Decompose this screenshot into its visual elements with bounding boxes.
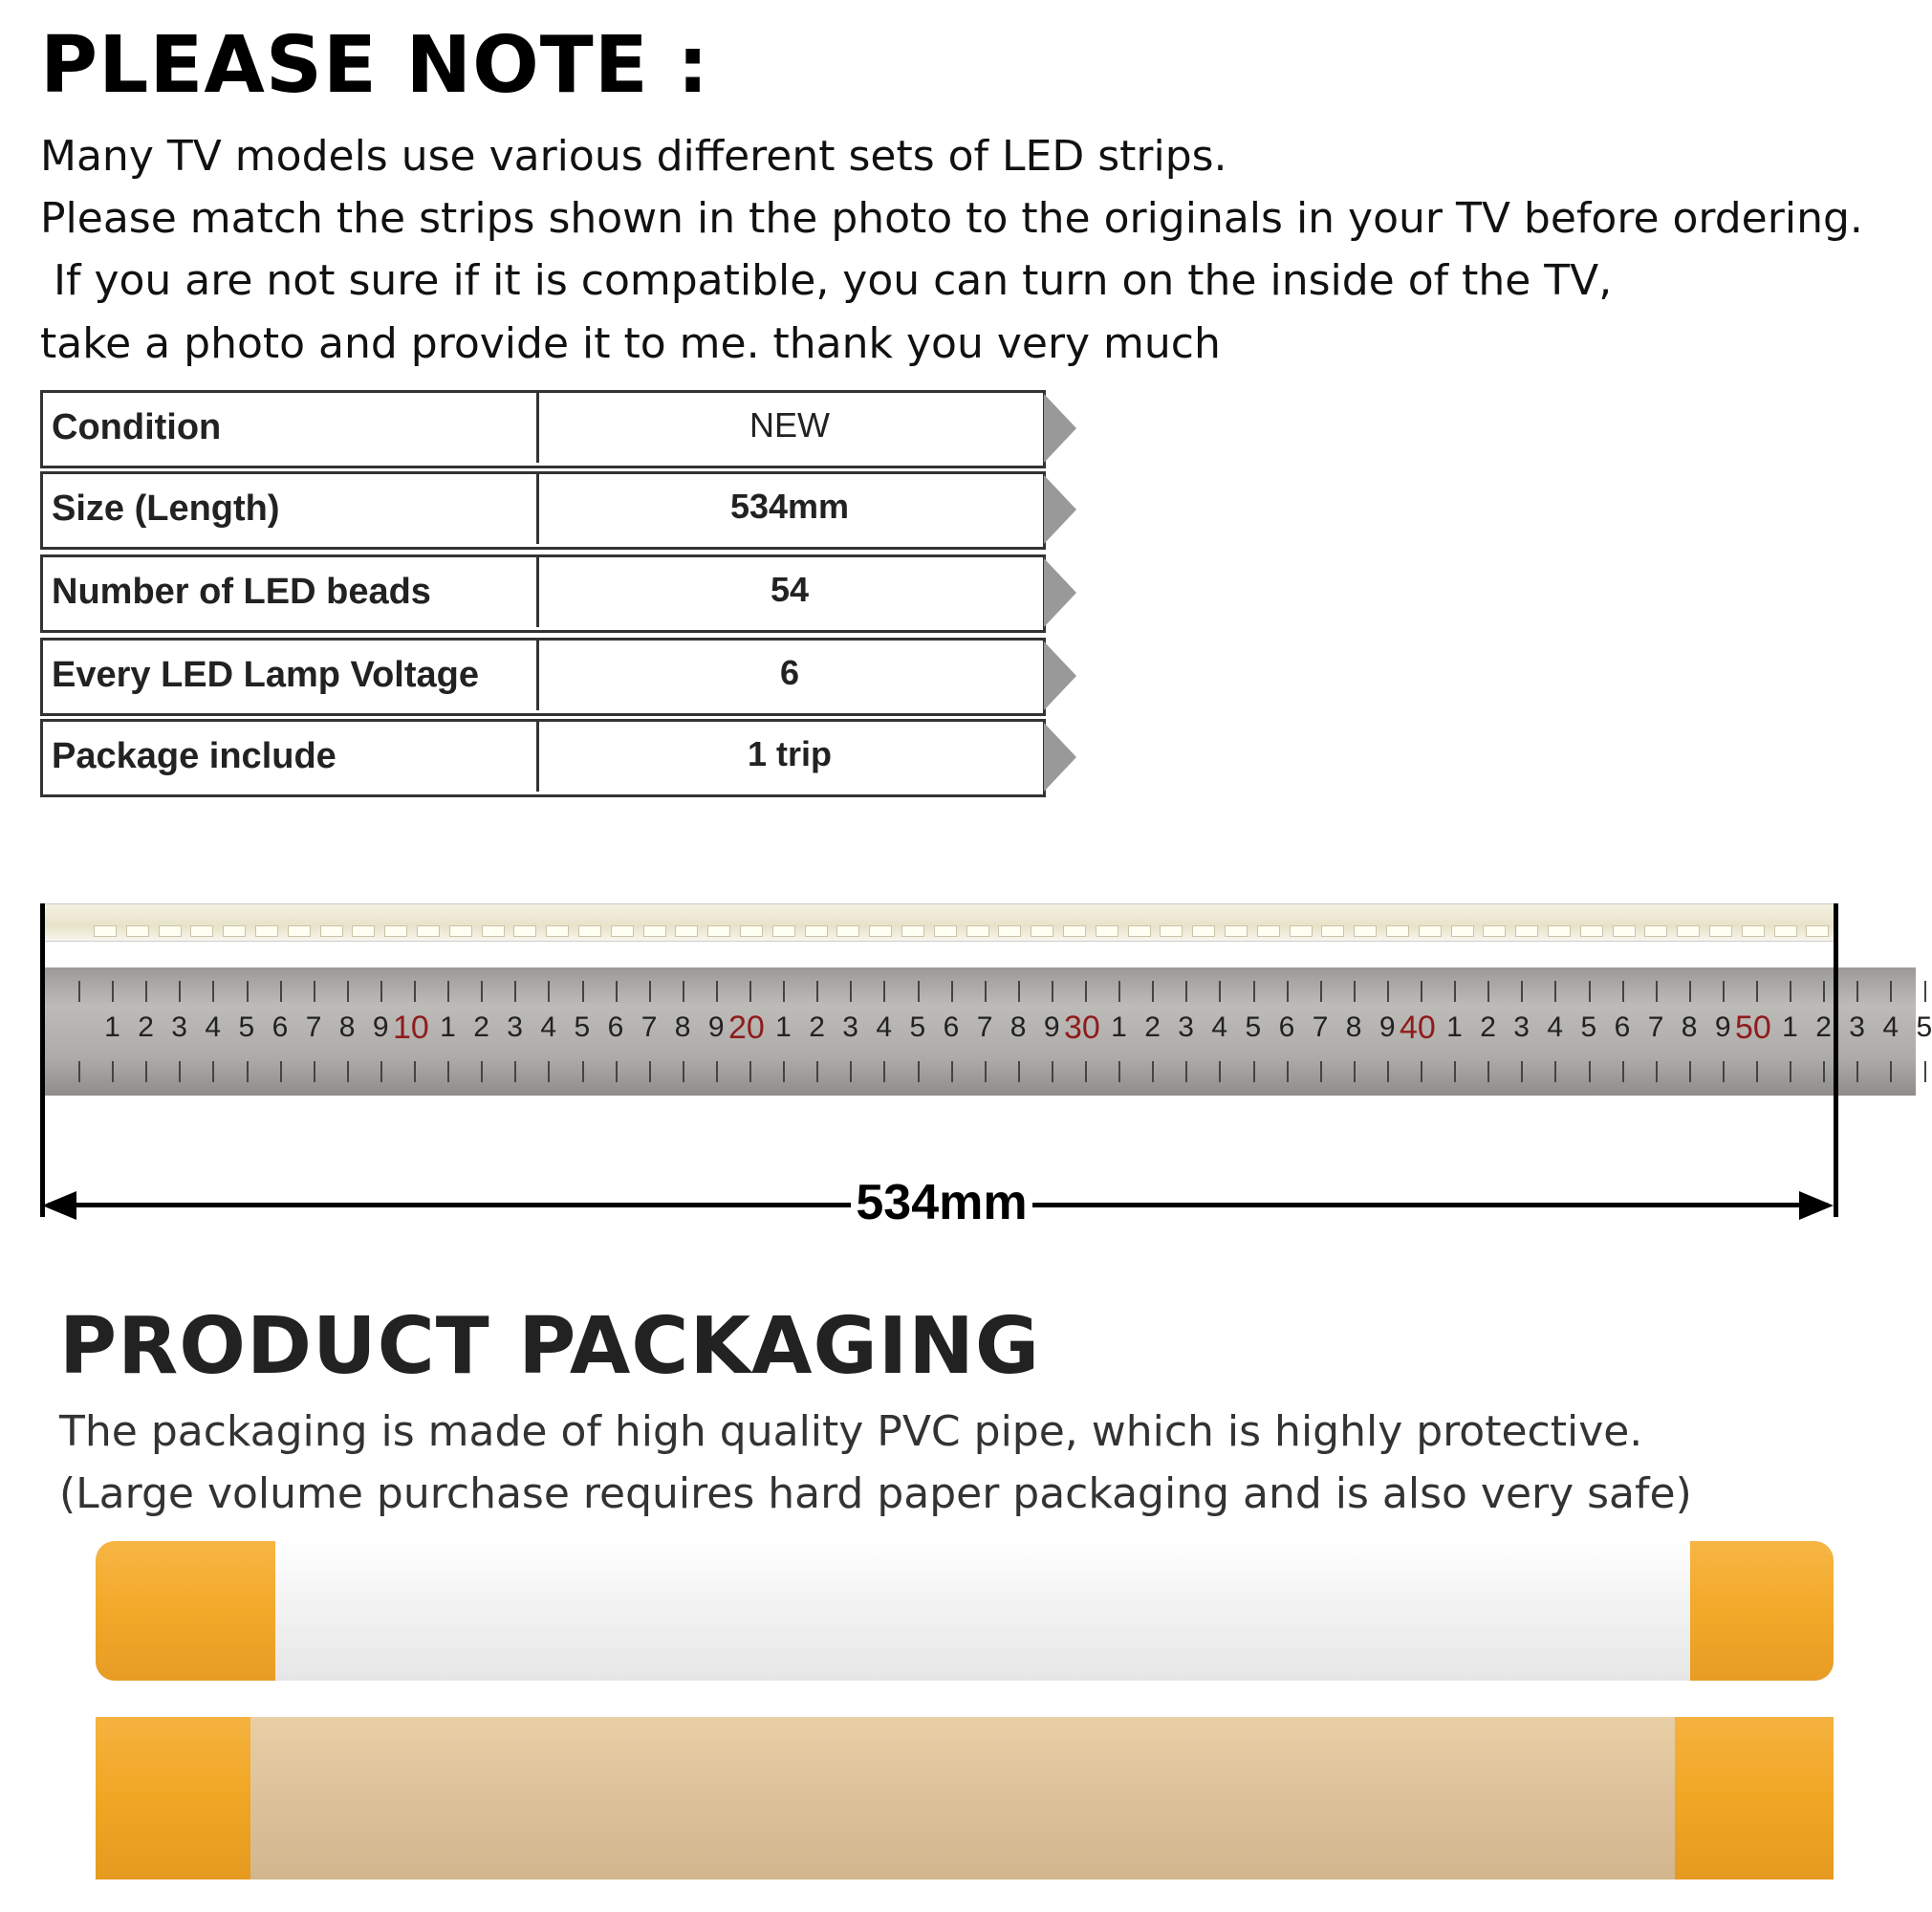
- ruler-number: 2: [1815, 1011, 1832, 1043]
- ruler-tick: [414, 1061, 416, 1082]
- led-bead: [934, 925, 957, 937]
- led-bead: [1742, 925, 1765, 937]
- ruler-tick: [1085, 981, 1087, 1002]
- ruler-number: 5: [1245, 1011, 1262, 1043]
- box-tape-left: [96, 1717, 250, 1879]
- ruler-number: 3: [1178, 1011, 1194, 1043]
- led-bead: [1225, 925, 1248, 937]
- ruler-tick: [918, 981, 920, 1002]
- ruler-tick: [1118, 981, 1120, 1002]
- tube-tape-right: [1690, 1541, 1834, 1681]
- arrow-right-icon: [1044, 394, 1076, 463]
- ruler-tick: [548, 1061, 550, 1082]
- ruler-tick: [1052, 1061, 1053, 1082]
- ruler-number: 1: [1111, 1011, 1127, 1043]
- ruler-tick: [1152, 1061, 1154, 1082]
- ruler-tick: [145, 1061, 147, 1082]
- led-bead: [869, 925, 892, 937]
- ruler-tick: [649, 981, 651, 1002]
- ruler-tick: [1890, 1061, 1892, 1082]
- ruler-tick: [1656, 1061, 1658, 1082]
- led-bead: [190, 925, 213, 937]
- ruler-number: 7: [1647, 1011, 1664, 1043]
- ruler-tick: [447, 1061, 449, 1082]
- ruler-tick: [1018, 981, 1020, 1002]
- ruler-number: 8: [1009, 1011, 1027, 1043]
- packaging-heading: PRODUCT PACKAGING: [59, 1301, 1041, 1392]
- led-bead: [1031, 925, 1053, 937]
- spec-value: NEW: [749, 405, 830, 445]
- ruler-number: 9: [1043, 1011, 1060, 1043]
- ruler-number: 7: [305, 1011, 322, 1043]
- ruler-number: 2: [1480, 1011, 1496, 1043]
- led-bead: [1613, 925, 1636, 937]
- led-strip-photo: [42, 903, 1834, 942]
- ruler-tick: [1723, 1061, 1725, 1082]
- ruler-tick: [1085, 1061, 1087, 1082]
- spec-label: Condition: [52, 407, 222, 447]
- ruler-number: 4: [205, 1011, 222, 1043]
- led-bead: [966, 925, 989, 937]
- ruler-tick: [1924, 981, 1926, 1002]
- ruler-tick: [1723, 981, 1725, 1002]
- led-bead: [1548, 925, 1571, 937]
- led-bead: [1677, 925, 1700, 937]
- arrow-right-icon: [1797, 1189, 1835, 1222]
- led-bead: [1483, 925, 1506, 937]
- ruler-number: 1: [1446, 1011, 1463, 1043]
- led-bead: [805, 925, 828, 937]
- arrow-right-icon: [1044, 475, 1076, 544]
- ruler-number: 4: [1547, 1011, 1564, 1043]
- ruler-tick: [985, 981, 987, 1002]
- ruler-tick: [78, 1061, 80, 1082]
- ruler-number: 7: [640, 1011, 658, 1043]
- led-bead: [611, 925, 634, 937]
- led-bead: [482, 925, 505, 937]
- ruler-number: 7: [1312, 1011, 1329, 1043]
- ruler-tick: [78, 981, 80, 1002]
- led-bead: [417, 925, 440, 937]
- ruler-tick: [112, 1061, 114, 1082]
- ruler-tick: [1890, 981, 1892, 1002]
- ruler-number: 8: [1681, 1011, 1698, 1043]
- ruler-tick: [1554, 981, 1556, 1002]
- ruler-tick: [247, 1061, 249, 1082]
- led-bead: [1354, 925, 1377, 937]
- ruler-number: 5: [1580, 1011, 1597, 1043]
- ruler-tick: [1589, 1061, 1591, 1082]
- ruler-tick: [1219, 1061, 1221, 1082]
- ruler-number: 3: [1513, 1011, 1530, 1043]
- ruler-tick: [918, 1061, 920, 1082]
- led-bead: [1192, 925, 1215, 937]
- ruler-number: 3: [507, 1011, 523, 1043]
- ruler-tick: [749, 981, 751, 1002]
- led-bead: [1774, 925, 1797, 937]
- ruler-number: 2: [138, 1011, 154, 1043]
- led-bead: [126, 925, 149, 937]
- ruler-number: 1: [440, 1011, 456, 1043]
- led-bead: [578, 925, 601, 937]
- led-bead: [1063, 925, 1086, 937]
- led-bead: [223, 925, 246, 937]
- ruler-tick: [985, 1061, 987, 1082]
- ruler-number: 3: [842, 1011, 858, 1043]
- led-bead: [1451, 925, 1474, 937]
- led-bead: [320, 925, 343, 937]
- dimension-left-edge: [40, 903, 45, 1217]
- ruler-number: 30: [1064, 1010, 1100, 1046]
- ruler-tick: [783, 981, 785, 1002]
- ruler-tick: [514, 981, 516, 1002]
- ruler-number: 20: [728, 1010, 765, 1046]
- ruler-tick: [1219, 981, 1221, 1002]
- ruler-number: 7: [976, 1011, 993, 1043]
- led-bead: [836, 925, 859, 937]
- ruler-number: 9: [1714, 1011, 1731, 1043]
- spec-row-package: [40, 719, 1044, 795]
- ruler-tick: [883, 1061, 885, 1082]
- spec-value: 534mm: [729, 487, 850, 526]
- ruler-tick: [1421, 981, 1422, 1002]
- ruler-tick: [582, 1061, 584, 1082]
- arrow-left-icon: [42, 1189, 80, 1222]
- led-bead: [352, 925, 375, 937]
- ruler-number: 2: [473, 1011, 489, 1043]
- ruler-tick: [514, 1061, 516, 1082]
- ruler-tick: [1622, 1061, 1624, 1082]
- ruler-number: 2: [1144, 1011, 1161, 1043]
- led-bead: [998, 925, 1021, 937]
- ruler-tick: [481, 1061, 483, 1082]
- ruler-tick: [1354, 981, 1356, 1002]
- ruler-tick: [112, 981, 114, 1002]
- ruler-number: 3: [1849, 1011, 1865, 1043]
- led-bead: [675, 925, 698, 937]
- ruler-tick: [1287, 1061, 1289, 1082]
- led-bead: [449, 925, 472, 937]
- ruler-tick: [951, 1061, 953, 1082]
- ruler-tick: [314, 981, 315, 1002]
- arrow-right-icon: [1044, 558, 1076, 627]
- note-line-1: Many TV models use various different sets of LED strips.: [40, 132, 1227, 181]
- led-bead: [1806, 925, 1829, 937]
- led-bead: [1580, 925, 1603, 937]
- ruler-tick: [1756, 981, 1758, 1002]
- ruler-tick: [1454, 1061, 1456, 1082]
- ruler-tick: [1521, 1061, 1523, 1082]
- ruler-tick: [850, 981, 852, 1002]
- led-bead: [1321, 925, 1344, 937]
- ruler-tick: [1554, 1061, 1556, 1082]
- ruler-number: 1: [104, 1011, 120, 1043]
- ruler-tick: [1487, 1061, 1489, 1082]
- please-note-heading: PLEASE NOTE :: [40, 20, 710, 111]
- ruler-tick: [1152, 981, 1154, 1002]
- tube-tape-left: [96, 1541, 275, 1681]
- ruler-tick: [1052, 981, 1053, 1002]
- ruler-number: 6: [1614, 1011, 1631, 1043]
- spec-value: 1 trip: [747, 734, 832, 773]
- led-bead: [1128, 925, 1151, 937]
- ruler-number: 1: [1782, 1011, 1798, 1043]
- packaging-line-2: (Large volume purchase requires hard paper packaging and is also very safe): [59, 1469, 1692, 1518]
- ruler-tick: [145, 981, 147, 1002]
- arrow-right-icon: [1044, 641, 1076, 710]
- ruler-tick: [1185, 1061, 1187, 1082]
- ruler-tick: [1756, 1061, 1758, 1082]
- led-bead: [94, 925, 117, 937]
- ruler-tick: [683, 1061, 684, 1082]
- spec-value: 6: [779, 653, 800, 692]
- spec-label: Number of LED beads: [52, 572, 431, 612]
- spec-row-voltage: [40, 638, 1044, 714]
- ruler-tick: [1487, 981, 1489, 1002]
- ruler-number: 3: [171, 1011, 187, 1043]
- ruler-tick: [1856, 1061, 1858, 1082]
- note-line-3: If you are not sure if it is compatible, you can turn on the inside of the TV,: [40, 256, 1613, 305]
- ruler-tick: [179, 1061, 181, 1082]
- box-tape-right: [1675, 1717, 1834, 1879]
- ruler-tick: [1387, 1061, 1389, 1082]
- ruler-number: 5: [909, 1011, 926, 1043]
- led-bead: [384, 925, 407, 937]
- ruler-number: 4: [1211, 1011, 1228, 1043]
- ruler-tick: [212, 981, 214, 1002]
- dimension-label: 534mm: [851, 1174, 1032, 1231]
- ruler-tick: [1018, 1061, 1020, 1082]
- ruler-tick: [414, 981, 416, 1002]
- ruler-tick: [883, 981, 885, 1002]
- ruler-number: 50: [1735, 1010, 1771, 1046]
- ruler-tick: [1253, 981, 1255, 1002]
- spec-label: Package include: [52, 736, 336, 776]
- ruler-tick: [347, 1061, 349, 1082]
- ruler-tick: [1118, 1061, 1120, 1082]
- ruler-tick: [1924, 1061, 1926, 1082]
- ruler-tick: [447, 981, 449, 1002]
- spec-value: 54: [770, 570, 810, 609]
- ruler-number: 9: [372, 1011, 389, 1043]
- ruler-number: 4: [876, 1011, 893, 1043]
- ruler-number: 9: [707, 1011, 725, 1043]
- ruler-tick: [1790, 981, 1791, 1002]
- led-bead: [772, 925, 795, 937]
- ruler-tick: [1622, 981, 1624, 1002]
- led-bead: [740, 925, 763, 937]
- ruler-tick: [314, 1061, 315, 1082]
- ruler-number: 5: [574, 1011, 591, 1043]
- led-bead: [1290, 925, 1313, 937]
- ruler-tick: [280, 981, 282, 1002]
- ruler-tick: [1387, 981, 1389, 1002]
- ruler-number: 2: [809, 1011, 825, 1043]
- ruler-number: 4: [1882, 1011, 1899, 1043]
- led-bead: [1419, 925, 1442, 937]
- ruler-tick: [683, 981, 684, 1002]
- led-bead: [1709, 925, 1732, 937]
- arrow-right-icon: [1044, 723, 1076, 792]
- led-bead: [1257, 925, 1280, 937]
- ruler-number: 4: [540, 1011, 557, 1043]
- led-bead: [288, 925, 311, 937]
- ruler-tick: [380, 1061, 382, 1082]
- note-line-2: Please match the strips shown in the photo to the originals in your TV before ordering.: [40, 194, 1863, 243]
- led-bead: [1096, 925, 1118, 937]
- ruler-tick: [1185, 981, 1187, 1002]
- ruler-number: 8: [338, 1011, 356, 1043]
- spec-label: Size (Length): [52, 489, 280, 529]
- ruler-tick: [380, 981, 382, 1002]
- ruler-number: 6: [271, 1011, 289, 1043]
- spec-row-led-beads: [40, 554, 1044, 631]
- ruler-photo: [42, 967, 1932, 1096]
- led-bead: [513, 925, 536, 937]
- ruler-tick: [1823, 1061, 1825, 1082]
- ruler-tick: [1354, 1061, 1356, 1082]
- ruler-number: 9: [1378, 1011, 1396, 1043]
- ruler-tick: [1320, 1061, 1322, 1082]
- pvc-tube-photo: [96, 1541, 1834, 1681]
- ruler-tick: [716, 981, 718, 1002]
- note-line-4: take a photo and provide it to me. thank you very much: [40, 319, 1221, 368]
- ruler-tick: [783, 1061, 785, 1082]
- spec-row-size: [40, 471, 1044, 548]
- ruler-number: 10: [393, 1010, 429, 1046]
- ruler-tick: [481, 981, 483, 1002]
- packaging-line-1: The packaging is made of high quality PVC pipe, which is highly protective.: [59, 1407, 1643, 1456]
- led-bead: [901, 925, 924, 937]
- led-bead: [159, 925, 182, 937]
- ruler-number: 6: [607, 1011, 624, 1043]
- ruler-tick: [280, 1061, 282, 1082]
- ruler-tick: [1421, 1061, 1422, 1082]
- paper-box-photo: [96, 1717, 1834, 1879]
- ruler-number: 40: [1400, 1010, 1436, 1046]
- led-bead: [546, 925, 569, 937]
- ruler-tick: [1656, 981, 1658, 1002]
- ruler-tick: [816, 1061, 818, 1082]
- ruler-number: 6: [1278, 1011, 1295, 1043]
- led-bead: [1515, 925, 1538, 937]
- ruler-number: 8: [1345, 1011, 1362, 1043]
- ruler-tick: [616, 1061, 618, 1082]
- led-bead: [1386, 925, 1409, 937]
- ruler-tick: [1287, 981, 1289, 1002]
- led-bead: [1644, 925, 1667, 937]
- ruler-tick: [1521, 981, 1523, 1002]
- ruler-tick: [1253, 1061, 1255, 1082]
- ruler-tick: [816, 981, 818, 1002]
- ruler-tick: [582, 981, 584, 1002]
- ruler-tick: [1454, 981, 1456, 1002]
- ruler-tick: [1823, 981, 1825, 1002]
- ruler-tick: [1790, 1061, 1791, 1082]
- ruler-number: 5: [1916, 1011, 1932, 1043]
- led-bead: [643, 925, 666, 937]
- ruler-tick: [179, 981, 181, 1002]
- ruler-number: 8: [674, 1011, 691, 1043]
- ruler-tick: [850, 1061, 852, 1082]
- ruler-tick: [716, 1061, 718, 1082]
- ruler-number: 5: [238, 1011, 255, 1043]
- ruler-tick: [1689, 1061, 1691, 1082]
- ruler-tick: [1689, 981, 1691, 1002]
- ruler-tick: [1320, 981, 1322, 1002]
- ruler-tick: [1856, 981, 1858, 1002]
- ruler-tick: [749, 1061, 751, 1082]
- ruler-tick: [548, 981, 550, 1002]
- led-bead: [1160, 925, 1183, 937]
- ruler-tick: [247, 981, 249, 1002]
- led-bead: [707, 925, 730, 937]
- ruler-tick: [649, 1061, 651, 1082]
- ruler-tick: [347, 981, 349, 1002]
- led-bead: [255, 925, 278, 937]
- ruler-tick: [1589, 981, 1591, 1002]
- ruler-number: 6: [943, 1011, 960, 1043]
- ruler-tick: [616, 981, 618, 1002]
- ruler-tick: [212, 1061, 214, 1082]
- dimension-right-edge: [1834, 903, 1838, 1217]
- ruler-tick: [951, 981, 953, 1002]
- ruler-number: 1: [775, 1011, 792, 1043]
- spec-row-condition: [40, 390, 1044, 467]
- spec-label: Every LED Lamp Voltage: [52, 655, 479, 695]
